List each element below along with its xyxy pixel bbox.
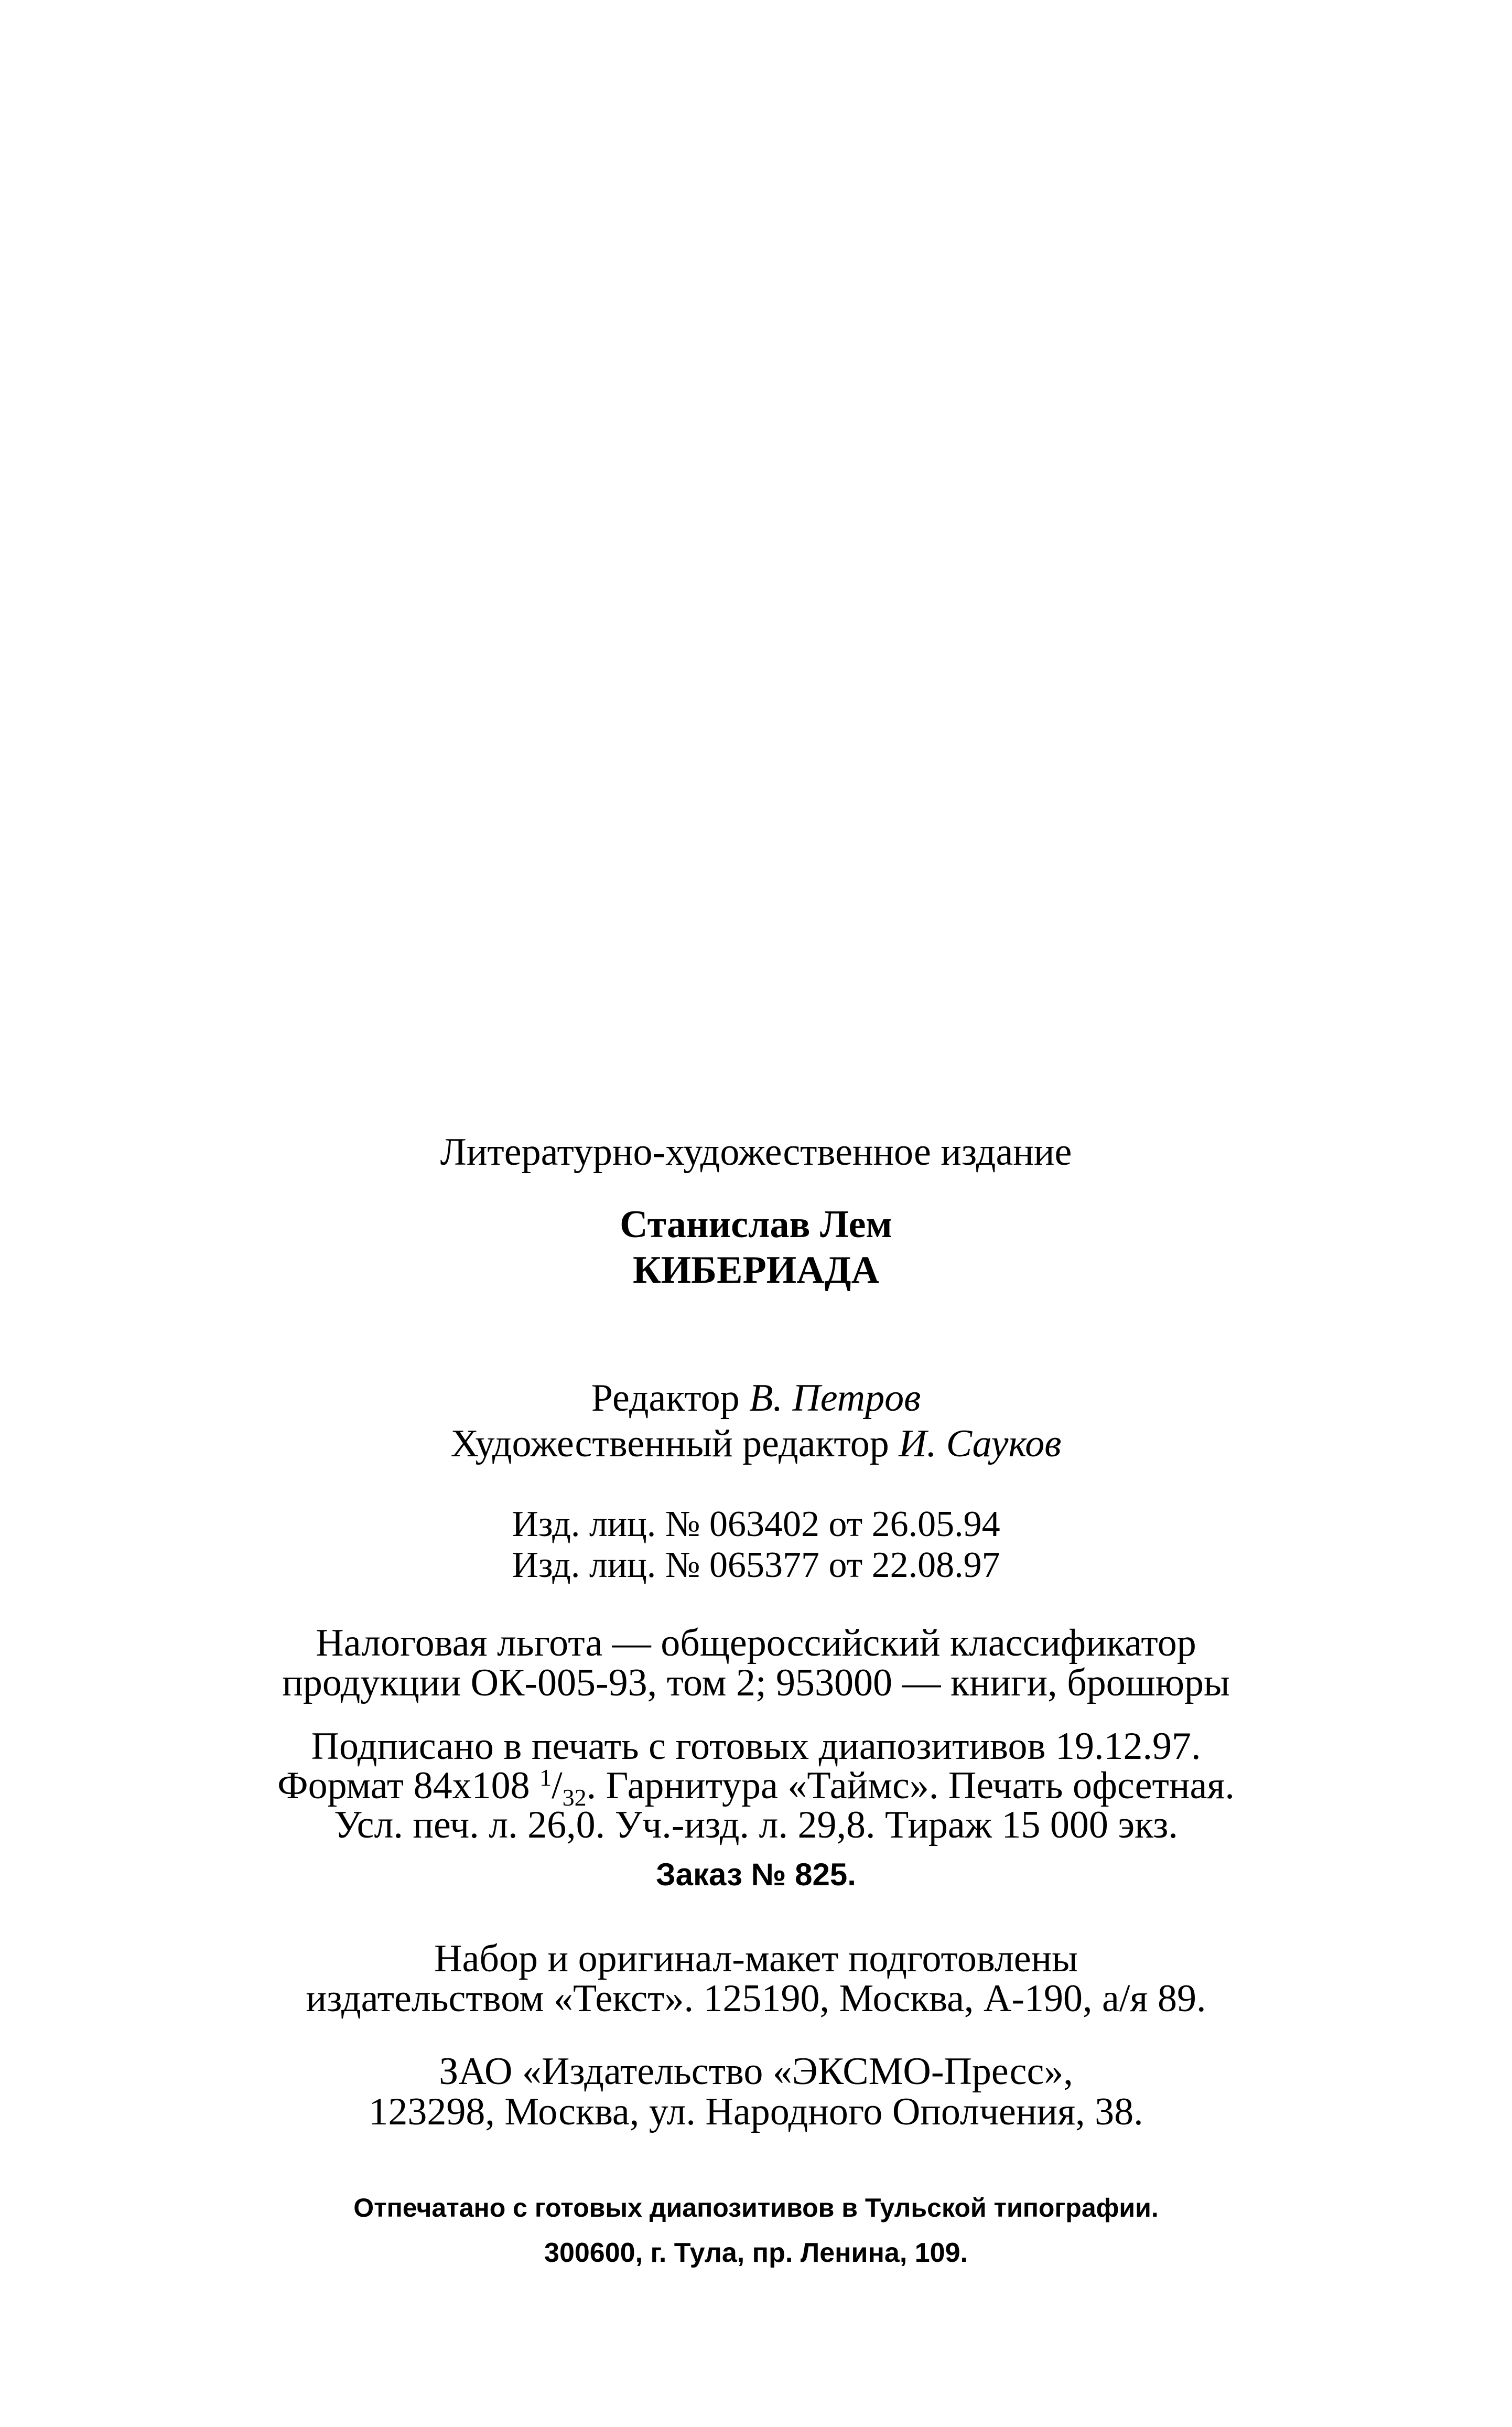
genre-line: Литературно-художественное издание	[440, 1131, 1072, 1174]
format-prefix: Формат 84x108	[277, 1764, 540, 1807]
format-slash: /	[552, 1764, 563, 1807]
editor-label: Редактор	[591, 1377, 740, 1420]
editor-name: В. Петров	[749, 1377, 921, 1420]
format-numerator: 1	[539, 1764, 552, 1791]
printed-line-2: 300600, г. Тула, пр. Ленина, 109.	[544, 2238, 968, 2268]
order-number: Заказ № 825.	[656, 1857, 856, 1892]
author-name: Станислав Лем	[620, 1203, 892, 1246]
typeset-line-2: издательством «Текст». 125190, Москва, А-190, а/я 89.	[306, 1977, 1206, 2020]
format-line	[0, 1764, 1512, 1811]
format-suffix: . Гарнитура «Таймс». Печать офсетная.	[586, 1764, 1235, 1807]
book-title: КИБЕРИАДА	[632, 1249, 880, 1292]
publisher-line-2: 123298, Москва, ул. Народного Ополчения, 38.	[369, 2090, 1143, 2133]
print-line-1: Подписано в печать с готовых диапозитивов 19.12.97.	[311, 1725, 1201, 1768]
print-line-3: Усл. печ. л. 26,0. Уч.-изд. л. 29,8. Тираж 15 000 экз.	[334, 1803, 1178, 1846]
art-editor-name: И. Сауков	[899, 1422, 1062, 1465]
printed-line-1: Отпечатано с готовых диапозитивов в Тульской типографии.	[353, 2193, 1159, 2222]
tax-line-2: продукции ОК-005-93, том 2; 953000 — книги, брошюры	[282, 1661, 1230, 1704]
tax-line-1: Налоговая льгота — общероссийский классификатор	[316, 1621, 1196, 1664]
art-editor-line	[0, 1424, 1512, 1463]
editor-line	[0, 1377, 1512, 1420]
license-line-1: Изд. лиц. № 063402 от 26.05.94	[512, 1504, 1000, 1544]
license-line-2: Изд. лиц. № 065377 от 22.08.97	[512, 1545, 1000, 1585]
typeset-line-1: Набор и оригинал-макет подготовлены	[434, 1937, 1078, 1980]
format-denominator: 32	[562, 1784, 587, 1811]
art-editor-label: Художественный редактор	[450, 1422, 889, 1465]
publisher-line-1: ЗАО «Издательство «ЭКСМО-Пресс»,	[439, 2050, 1073, 2093]
